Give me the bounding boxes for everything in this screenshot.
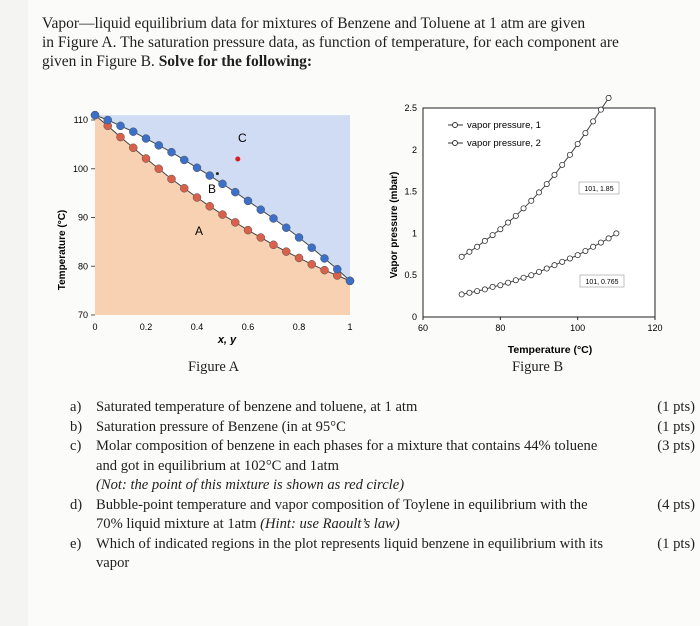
dew-curve-point bbox=[155, 141, 163, 149]
region-label-c: C bbox=[238, 131, 247, 145]
legend-series-1: vapor pressure, 1 bbox=[467, 120, 541, 131]
question-note: (Hint: use Raoult’s law) bbox=[260, 516, 400, 532]
figure-b-caption: Figure B bbox=[512, 359, 564, 375]
question-note: (Not: the point of this mixture is shown as red circle) bbox=[96, 477, 405, 493]
legend-series-2: vapor pressure, 2 bbox=[467, 138, 541, 149]
dew-curve-point bbox=[231, 188, 239, 196]
bubble-curve-point bbox=[193, 194, 201, 202]
figure-b-ylabel: Vapor pressure (mbar) bbox=[389, 171, 400, 279]
pressure-series-1-point bbox=[459, 254, 464, 259]
pressure-series-2-point bbox=[459, 292, 464, 297]
pressure-series-1-point bbox=[498, 227, 503, 232]
pressure-series-2-point bbox=[498, 283, 503, 288]
pressure-series-1-point bbox=[560, 162, 565, 167]
figure-b-xlabel: Temperature (°C) bbox=[507, 344, 593, 355]
bubble-curve-point bbox=[180, 184, 188, 192]
bubble-curve-point bbox=[321, 266, 329, 274]
point-b-marker bbox=[216, 172, 219, 175]
pressure-series-1-point bbox=[591, 119, 596, 124]
question-points: (1 pts) bbox=[657, 535, 695, 552]
dew-curve-point bbox=[104, 116, 112, 124]
x-tick-label: 0.8 bbox=[292, 322, 306, 332]
bubble-curve-point bbox=[168, 175, 176, 183]
pressure-series-2-point bbox=[490, 284, 495, 289]
y-tick-label: 2.5 bbox=[404, 103, 417, 113]
dew-curve-point bbox=[117, 122, 125, 130]
question-e bbox=[70, 535, 695, 574]
pressure-series-1-point bbox=[575, 141, 580, 146]
question-c bbox=[70, 437, 695, 496]
question-text: Saturated temperature of benzene and toluene, at 1 atm bbox=[96, 399, 418, 415]
y-tick-label: 1 bbox=[411, 228, 417, 239]
pressure-series-1-point bbox=[490, 232, 495, 237]
dew-curve-point bbox=[244, 197, 252, 205]
question-letter: a) bbox=[70, 399, 82, 415]
figure-a-caption: Figure A bbox=[188, 359, 240, 375]
pressure-series-2-point bbox=[513, 278, 518, 283]
question-points: (1 pts) bbox=[657, 418, 695, 435]
region-label-a: A bbox=[195, 224, 204, 238]
pressure-series-2-point bbox=[575, 253, 580, 258]
dew-curve-point bbox=[219, 180, 227, 188]
dew-curve-point bbox=[168, 148, 176, 156]
problem-intro bbox=[42, 14, 682, 71]
dew-curve-point bbox=[346, 277, 354, 285]
dew-curve-point bbox=[333, 265, 341, 273]
bubble-curve-point bbox=[244, 226, 252, 234]
question-letter: b) bbox=[70, 418, 83, 435]
question-points: (3 pts) bbox=[657, 438, 695, 454]
y-tick-label: 0.5 bbox=[404, 270, 417, 281]
dew-curve-point bbox=[193, 164, 201, 172]
pressure-series-1-point bbox=[505, 220, 510, 225]
pressure-series-2-point bbox=[521, 275, 526, 280]
question-letter: d) bbox=[70, 496, 83, 513]
pressure-series-1-point bbox=[567, 152, 572, 157]
pressure-series-1-point bbox=[544, 181, 549, 186]
figure-a-chart bbox=[55, 100, 365, 345]
pressure-series-2-point bbox=[583, 248, 588, 253]
bubble-curve-point bbox=[142, 155, 150, 163]
y-tick-label: 100 bbox=[72, 163, 88, 174]
pressure-series-1-point bbox=[467, 249, 472, 254]
pressure-series-2-point bbox=[614, 231, 619, 236]
x-tick-label: 60 bbox=[417, 323, 429, 333]
dew-curve-point bbox=[180, 156, 188, 164]
x-tick-label: 100 bbox=[570, 323, 586, 333]
pressure-series-1-point bbox=[475, 244, 480, 249]
mixture-point bbox=[235, 157, 240, 162]
pressure-series-2-point bbox=[552, 263, 557, 268]
question-a bbox=[70, 398, 695, 418]
bubble-curve-point bbox=[231, 218, 239, 226]
pressure-series-2-point bbox=[567, 256, 572, 261]
dew-curve-point bbox=[129, 128, 137, 136]
question-b bbox=[70, 418, 695, 438]
question-text: Molar composition of benzene in each phases for a mixture that contains 44% toluene and got in equilibrium at 102°C and 1atm bbox=[96, 438, 598, 474]
intro-line-3 bbox=[42, 52, 682, 71]
bubble-curve-point bbox=[282, 248, 290, 256]
figure-b-chart bbox=[375, 95, 675, 355]
figure-a-xlabel: x, y bbox=[217, 334, 237, 345]
dew-curve-point bbox=[270, 214, 278, 222]
pressure-series-1-point bbox=[583, 130, 588, 135]
bubble-curve-point bbox=[308, 260, 316, 268]
intro-line-3-plain: given in Figure B. bbox=[42, 53, 159, 70]
intro-line-3-bold: Solve for the following: bbox=[158, 53, 313, 70]
question-text-wrap bbox=[96, 496, 695, 535]
intro-line-2: in Figure A. The saturation pressure data, as function of temperature, for each component are bbox=[42, 34, 619, 51]
bubble-curve-point bbox=[117, 133, 125, 141]
x-tick-label: 120 bbox=[647, 323, 663, 333]
y-tick-label: 110 bbox=[73, 115, 88, 125]
figure-a-ylabel: Temperature (°C) bbox=[57, 209, 68, 291]
question-points: (4 pts) bbox=[657, 496, 695, 513]
pressure-series-2-point bbox=[536, 269, 541, 274]
x-tick-label: 0.4 bbox=[190, 322, 204, 332]
pressure-series-2-point bbox=[598, 240, 603, 245]
x-tick-label: 0 bbox=[92, 322, 98, 332]
pressure-series-1-point bbox=[536, 190, 541, 195]
bubble-curve-point bbox=[257, 233, 265, 241]
y-tick-label: 80 bbox=[77, 261, 88, 272]
pressure-series-2-point bbox=[529, 273, 534, 278]
dew-curve-point bbox=[91, 111, 99, 119]
question-letter: c) bbox=[70, 438, 82, 454]
pressure-series-1-point bbox=[529, 198, 534, 203]
question-points: (1 pts) bbox=[657, 399, 695, 415]
annotation-2-text: 101, 0.765 bbox=[585, 279, 619, 286]
question-text: Saturation pressure of Benzene (in at 95°C bbox=[96, 418, 346, 435]
pressure-series-1-point bbox=[521, 206, 526, 211]
dew-curve-point bbox=[321, 254, 329, 262]
y-tick-label: 90 bbox=[77, 212, 88, 223]
region-label-b: B bbox=[208, 182, 217, 196]
bubble-curve-point bbox=[270, 241, 278, 249]
y-tick-label: 70 bbox=[77, 310, 88, 320]
bubble-curve-point bbox=[129, 144, 137, 152]
dew-curve-point bbox=[142, 135, 150, 143]
y-tick-label: 0 bbox=[411, 312, 417, 322]
y-tick-label: 1.5 bbox=[404, 186, 417, 197]
x-tick-label: 0.6 bbox=[241, 322, 255, 332]
annotation-2 bbox=[580, 275, 624, 287]
question-d bbox=[70, 496, 695, 535]
pressure-series-2-point bbox=[482, 287, 487, 292]
pressure-series-1-point bbox=[598, 107, 603, 112]
bubble-curve-point bbox=[206, 202, 214, 210]
bubble-curve-point bbox=[295, 254, 303, 262]
question-text: Bubble-point temperature and vapor composition of Toylene in equilibrium with the 70% liquid mixture at 1atm bbox=[96, 496, 588, 532]
x-tick-label: 80 bbox=[495, 323, 506, 333]
pressure-series-1-point bbox=[606, 95, 611, 100]
bubble-curve-point bbox=[219, 211, 227, 219]
pressure-series-2-point bbox=[467, 290, 472, 295]
dew-curve-point bbox=[295, 233, 303, 241]
question-list bbox=[70, 398, 695, 574]
intro-line-1: Vapor—liquid equilibrium data for mixtures of Benzene and Toluene at 1 atm are given bbox=[42, 15, 586, 32]
pressure-series-2-point bbox=[505, 280, 510, 285]
annotation-1 bbox=[579, 182, 619, 194]
annotation-1-text: 101, 1.85 bbox=[584, 186, 614, 193]
pressure-series-2-point bbox=[560, 259, 565, 264]
pressure-series-1-point bbox=[552, 172, 557, 177]
x-tick-label: 1 bbox=[347, 322, 353, 332]
pressure-series-2-point bbox=[544, 266, 549, 271]
pressure-series-1-point bbox=[513, 213, 518, 218]
bubble-curve-point bbox=[155, 165, 163, 173]
question-text: Which of indicated regions in the plot represents liquid benzene in equilibrium with its vapor bbox=[96, 535, 604, 571]
question-letter: e) bbox=[70, 535, 82, 552]
pressure-series-1-point bbox=[482, 238, 487, 243]
x-tick-label: 0.2 bbox=[139, 322, 153, 332]
dew-curve-point bbox=[206, 172, 214, 180]
dew-curve-point bbox=[308, 244, 316, 252]
y-tick-label: 2 bbox=[411, 144, 417, 155]
pressure-series-2-point bbox=[606, 236, 611, 241]
dew-curve-point bbox=[282, 224, 290, 232]
dew-curve-point bbox=[257, 206, 265, 214]
pressure-series-2-point bbox=[475, 288, 480, 293]
pressure-series-2-point bbox=[591, 244, 596, 249]
